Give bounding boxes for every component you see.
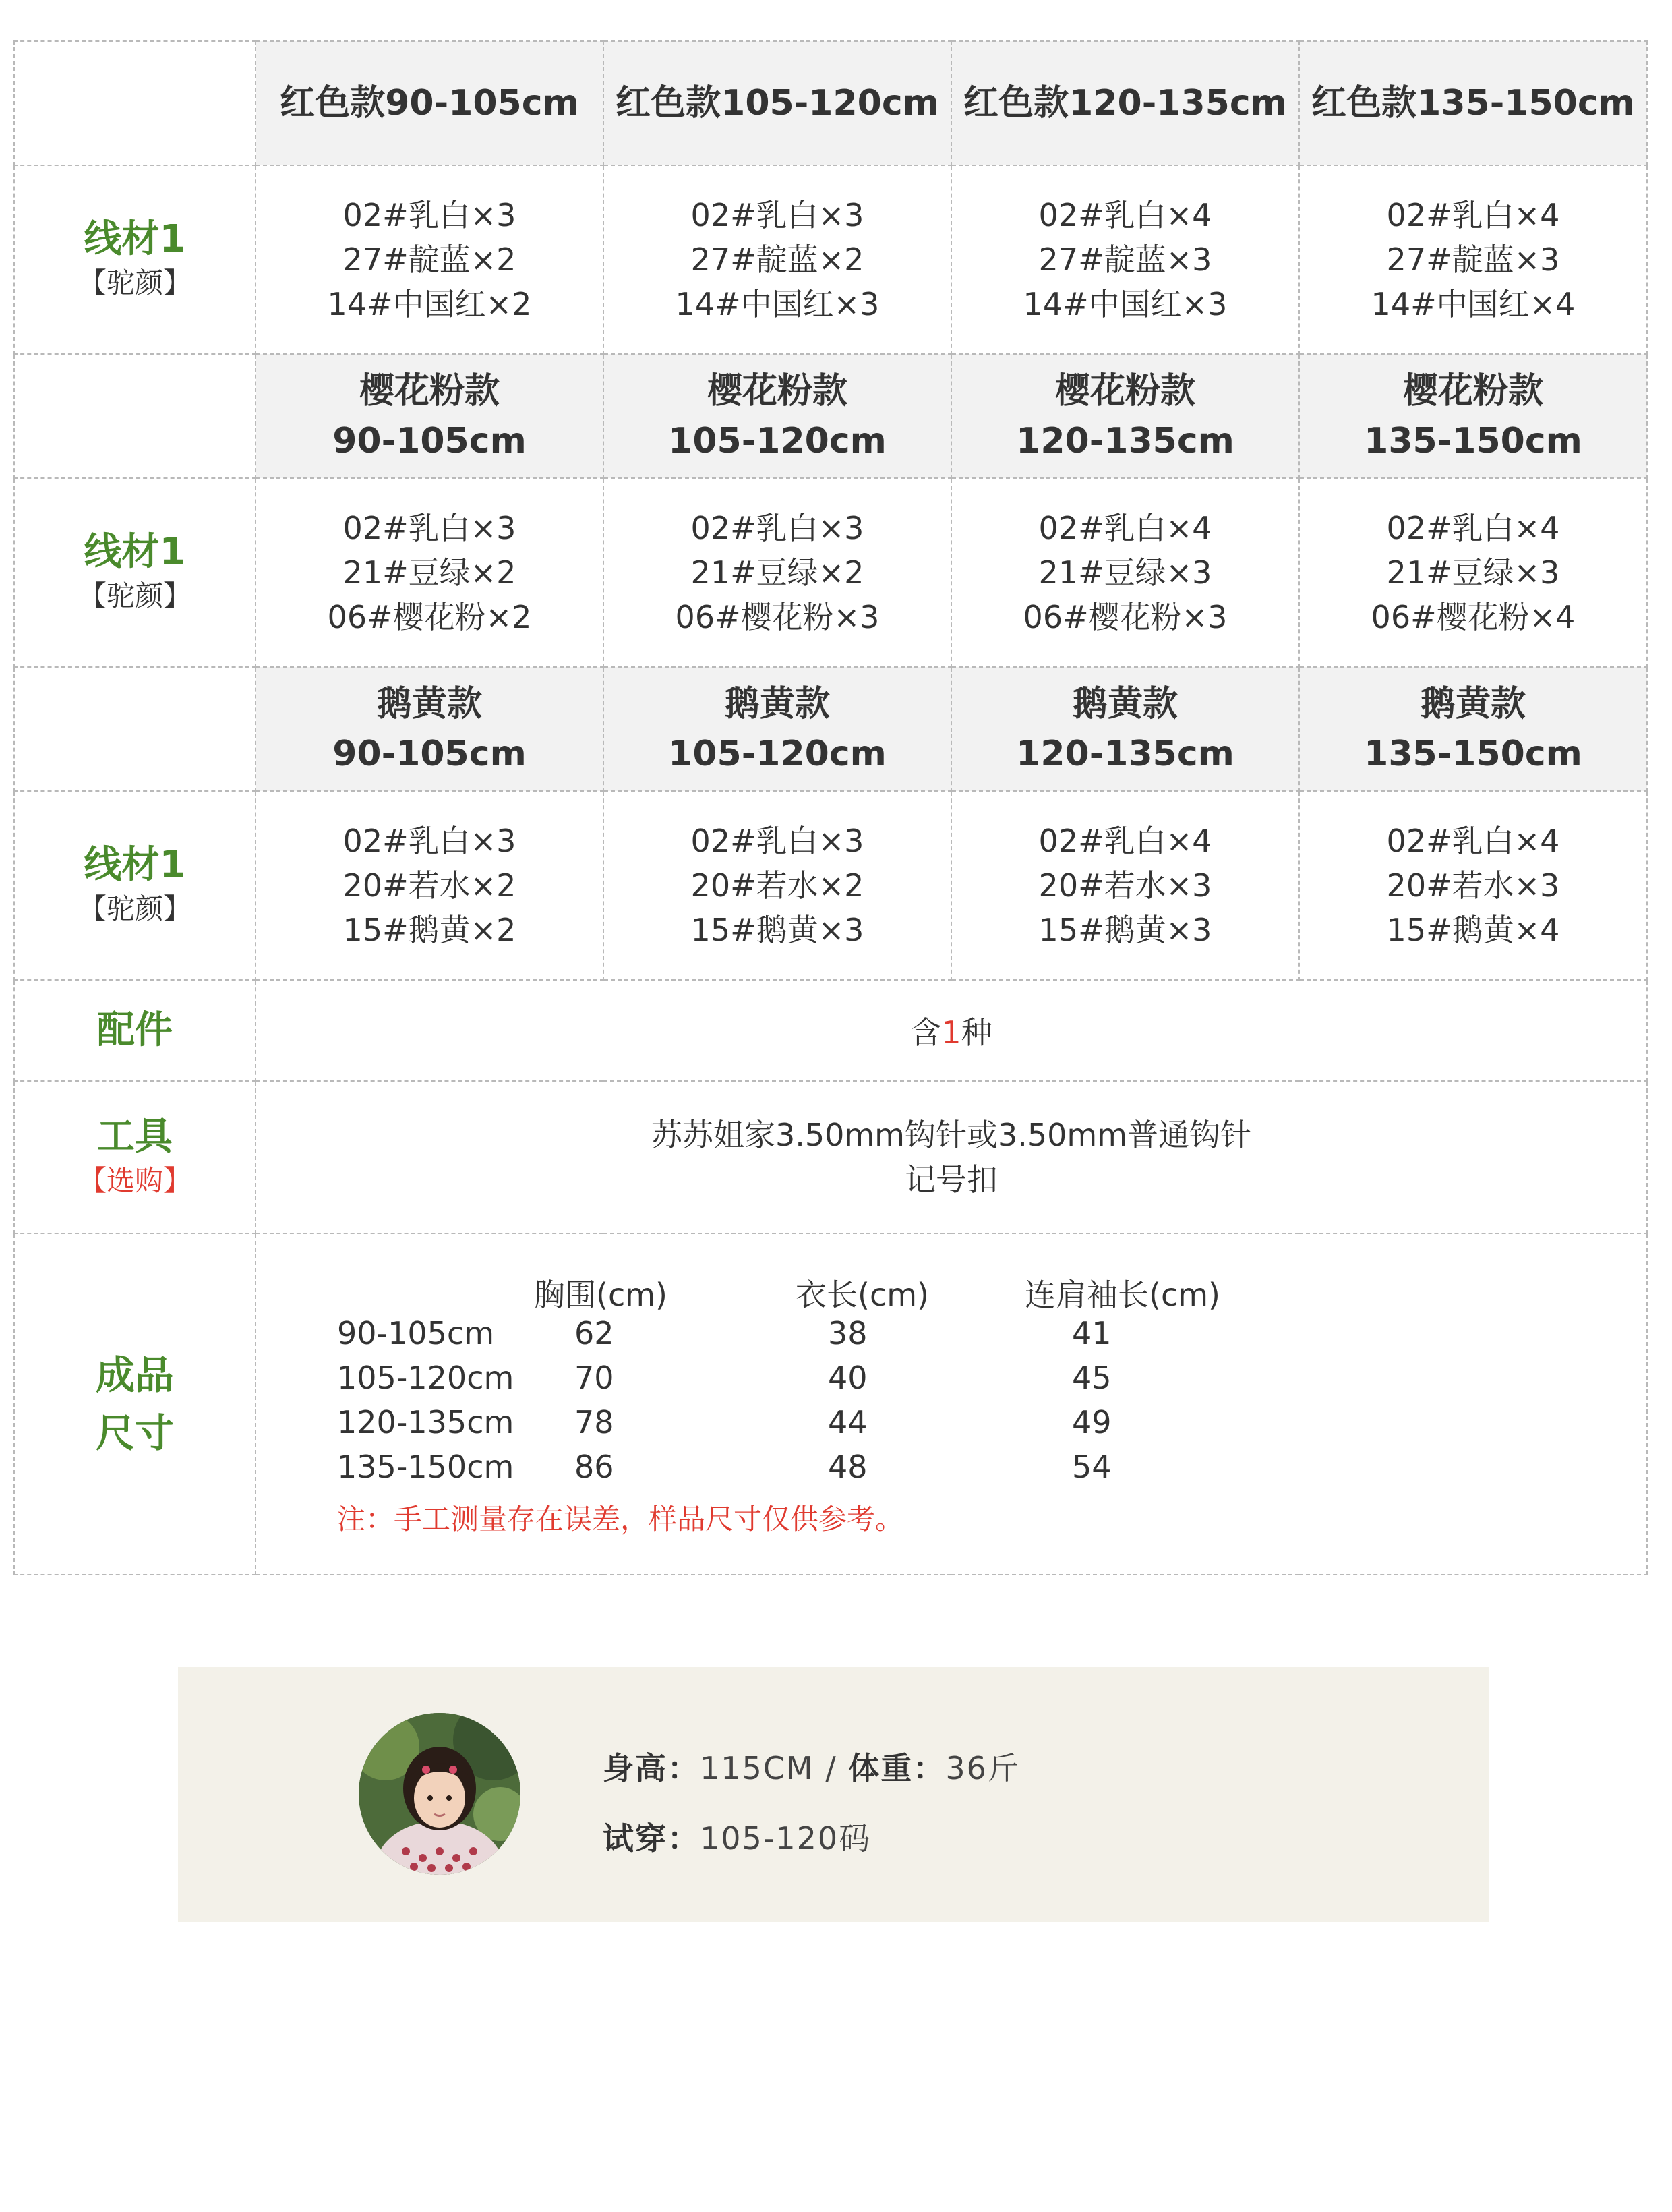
size-col-header: 连肩袖长(cm) (1025, 1277, 1220, 1313)
yarn-cell (256, 791, 603, 980)
size-row-label: 120-135cm (337, 1404, 514, 1440)
yarn-cell (603, 165, 951, 354)
yarn-line: 20#若水×3 (1386, 867, 1560, 904)
pink-style-header (256, 354, 603, 478)
yarn-line: 27#靛蓝×2 (342, 241, 516, 278)
size-sleeve: 41 (1072, 1315, 1112, 1351)
style-name: 樱花粉款 (1402, 371, 1543, 411)
tools-optional-label: 【选购】 (78, 1164, 191, 1197)
yarn-label: 线材1 (84, 843, 186, 887)
yarn-cell (1299, 791, 1647, 980)
yarn-cell (1299, 165, 1647, 354)
pink-style-header (603, 354, 951, 478)
style-name: 鹅黄款 (1420, 684, 1526, 724)
yarn-cell (951, 478, 1299, 667)
accessories-text (910, 1014, 992, 1051)
yellow-yarn-row (14, 791, 1647, 980)
yarn-cell (256, 478, 603, 667)
yarn-line: 20#若水×2 (342, 867, 516, 904)
yarn-line: 06#樱花粉×2 (327, 599, 532, 635)
yarn-line: 14#中国红×4 (1371, 286, 1576, 322)
accessories-row (14, 980, 1647, 1081)
size-disclaimer-note: 注：手工测量存在误差，样品尺寸仅供参考。 (337, 1503, 904, 1536)
size-row-label: 135-150cm (337, 1449, 514, 1485)
size-length: 38 (828, 1315, 868, 1351)
size-chest: 78 (574, 1404, 614, 1440)
yarn-line: 21#豆绿×3 (1038, 554, 1212, 591)
yarn-line: 15#鹅黄×3 (690, 912, 864, 948)
yarn-label-cell (14, 478, 256, 667)
size-chest: 70 (574, 1360, 614, 1396)
size-length: 48 (828, 1449, 868, 1485)
red-style-header-row (14, 41, 1647, 165)
model-photo (359, 1713, 520, 1875)
yarn-line: 15#鹅黄×4 (1386, 912, 1560, 948)
red-style-header: 红色款135-150cm (1299, 41, 1647, 165)
weight-value: 36斤 (945, 1750, 1020, 1786)
red-style-header: 红色款105-120cm (603, 41, 951, 165)
yellow-style-header (951, 667, 1299, 791)
weight-label: 体重： (848, 1750, 946, 1786)
yarn-line: 02#乳白×3 (342, 823, 516, 859)
style-size: 135-150cm (1364, 421, 1582, 461)
red-yarn-row (14, 165, 1647, 354)
finished-size-label-cell (14, 1233, 256, 1575)
style-size: 90-105cm (332, 734, 527, 774)
yarn-line: 15#鹅黄×2 (342, 912, 516, 948)
style-name: 樱花粉款 (1054, 371, 1195, 411)
yarn-line: 02#乳白×4 (1386, 823, 1560, 859)
style-name: 樱花粉款 (359, 371, 500, 411)
style-size: 105-120cm (668, 734, 887, 774)
tools-label: 工具 (97, 1115, 173, 1159)
style-size: 90-105cm (332, 421, 527, 461)
separator: / (825, 1750, 837, 1786)
pink-yarn-row (14, 478, 1647, 667)
yarn-line: 14#中国红×2 (327, 286, 532, 322)
finished-size-cell (256, 1233, 1647, 1575)
yarn-line: 02#乳白×4 (1038, 510, 1212, 546)
yarn-line: 20#若水×3 (1038, 867, 1212, 904)
size-sleeve: 54 (1072, 1449, 1112, 1485)
size-col-header: 衣长(cm) (796, 1277, 929, 1313)
pink-style-header (951, 354, 1299, 478)
yellow-style-header-row (14, 667, 1647, 791)
model-photo-illustration (359, 1713, 520, 1875)
accessories-cell (256, 980, 1647, 1081)
size-chest: 62 (574, 1315, 614, 1351)
yarn-brand-label: 【驼颜】 (78, 892, 191, 925)
yarn-spec-table (13, 40, 1648, 1575)
size-length: 44 (828, 1404, 868, 1440)
yarn-brand-label: 【驼颜】 (78, 266, 191, 299)
size-row-label: 105-120cm (337, 1360, 514, 1396)
yarn-line: 27#靛蓝×2 (690, 241, 864, 278)
yarn-line: 27#靛蓝×3 (1038, 241, 1212, 278)
red-style-header: 红色款120-135cm (951, 41, 1299, 165)
tools-label-cell (14, 1081, 256, 1233)
yarn-line: 02#乳白×3 (690, 510, 864, 546)
yarn-cell (1299, 478, 1647, 667)
yarn-line: 02#乳白×4 (1386, 510, 1560, 546)
size-length: 40 (828, 1360, 868, 1396)
pink-style-header-row (14, 354, 1647, 478)
pink-style-header (1299, 354, 1647, 478)
style-size: 120-135cm (1016, 421, 1234, 461)
yarn-line: 06#樱花粉×3 (1023, 599, 1228, 635)
yarn-cell (603, 791, 951, 980)
tryon-value: 105-120码 (700, 1820, 872, 1857)
style-size: 120-135cm (1016, 734, 1234, 774)
yarn-line: 02#乳白×3 (690, 197, 864, 233)
model-info-card (178, 1667, 1489, 1922)
yarn-line: 02#乳白×3 (690, 823, 864, 859)
yarn-line: 02#乳白×4 (1038, 197, 1212, 233)
yarn-cell (603, 478, 951, 667)
yarn-label: 线材1 (84, 217, 186, 261)
finished-size-label: 成品 (95, 1352, 174, 1398)
accessories-label: 配件 (97, 1008, 173, 1052)
yarn-line: 14#中国红×3 (1023, 286, 1228, 322)
yarn-line: 02#乳白×3 (342, 510, 516, 546)
yarn-cell (951, 791, 1299, 980)
yarn-line: 14#中国红×3 (675, 286, 880, 322)
header-empty-cell (14, 354, 256, 478)
yarn-line: 06#樱花粉×4 (1371, 599, 1576, 635)
size-row-label: 90-105cm (337, 1315, 495, 1351)
yarn-line: 02#乳白×3 (342, 197, 516, 233)
finished-size-label: 尺寸 (95, 1410, 174, 1456)
yarn-label-cell (14, 791, 256, 980)
yellow-style-header (1299, 667, 1647, 791)
yarn-brand-label: 【驼颜】 (78, 579, 191, 612)
accessories-count: 1 (941, 1014, 961, 1051)
accessories-text-after: 种 (961, 1014, 992, 1051)
yarn-line: 27#靛蓝×3 (1386, 241, 1560, 278)
style-name: 鹅黄款 (376, 684, 482, 724)
yarn-cell (256, 165, 603, 354)
style-name: 樱花粉款 (707, 371, 847, 411)
yarn-label-cell (14, 165, 256, 354)
height-label: 身高： (603, 1750, 700, 1786)
style-name: 鹅黄款 (724, 684, 830, 724)
style-size: 135-150cm (1364, 734, 1582, 774)
yellow-style-header (256, 667, 603, 791)
style-name: 鹅黄款 (1072, 684, 1178, 724)
tools-row (14, 1081, 1647, 1233)
height-value: 115CM (700, 1750, 814, 1786)
yellow-style-header (603, 667, 951, 791)
yarn-cell (951, 165, 1299, 354)
yarn-line: 21#豆绿×2 (690, 554, 864, 591)
size-sleeve: 49 (1072, 1404, 1112, 1440)
size-col-header: 胸围(cm) (534, 1277, 667, 1313)
finished-size-row (14, 1233, 1647, 1575)
size-sleeve: 45 (1072, 1360, 1112, 1396)
tool-line: 苏苏姐家3.50mm钩针或3.50mm普通钩针 (651, 1117, 1252, 1153)
yarn-line: 21#豆绿×3 (1386, 554, 1560, 591)
yarn-line: 06#樱花粉×3 (675, 599, 880, 635)
red-style-header: 红色款90-105cm (256, 41, 603, 165)
accessories-text-before: 含 (910, 1014, 942, 1051)
header-empty-cell (14, 41, 256, 165)
yarn-line: 21#豆绿×2 (342, 554, 516, 591)
size-chest: 86 (574, 1449, 614, 1485)
yarn-line: 15#鹅黄×3 (1038, 912, 1212, 948)
tools-cell (256, 1081, 1647, 1233)
yarn-label: 线材1 (84, 530, 186, 574)
tool-line: 记号扣 (905, 1161, 998, 1198)
yarn-line: 02#乳白×4 (1386, 197, 1560, 233)
yarn-line: 20#若水×2 (690, 867, 864, 904)
style-size: 105-120cm (668, 421, 887, 461)
yarn-line: 02#乳白×4 (1038, 823, 1212, 859)
model-tryon (603, 1814, 871, 1859)
accessories-label-cell (14, 980, 256, 1081)
tryon-label: 试穿： (603, 1820, 700, 1857)
model-height-weight (603, 1744, 1020, 1788)
header-empty-cell (14, 667, 256, 791)
